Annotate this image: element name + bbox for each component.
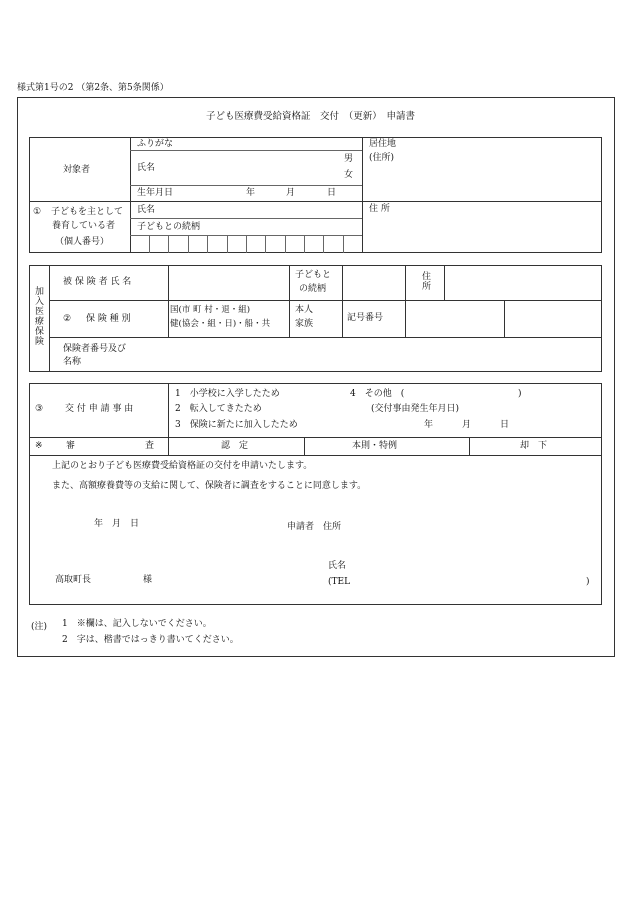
reason-item-3: 3 保険に新たに加入したため	[175, 420, 298, 430]
residence-paren-label: (住所)	[369, 153, 395, 163]
relation-label-1: 子どもと	[295, 270, 332, 280]
residence-label: 居住地	[369, 139, 397, 149]
female-label: 女	[344, 170, 354, 180]
reason-other: 4 その他 (	[350, 389, 405, 399]
insurance-type-num: ②	[63, 314, 72, 324]
applicant-tel-close: )	[586, 577, 590, 587]
insurance-type-opts-2: 健(協会・組・日)・船・共	[170, 319, 271, 329]
review-exam: 審	[66, 441, 76, 451]
male-label: 男	[344, 154, 354, 164]
applicant-tel-label: (TEL	[328, 577, 351, 587]
relation-label-2: の続柄	[299, 284, 327, 294]
subject-name-label: 氏名	[137, 163, 156, 173]
reason-date-year: 年	[424, 420, 434, 430]
declaration-line-1: 上記のとおり子ども医療費受給資格証の交付を申請いたします。	[52, 461, 313, 471]
addressee-label: 高取町長	[55, 575, 92, 585]
guardian-relation-label: 子どもとの続柄	[137, 222, 201, 232]
guardian-label-2: 養育している者	[52, 221, 116, 231]
birth-month-label: 月	[286, 188, 296, 198]
reason-date-day: 日	[500, 420, 510, 430]
review-reject: 却 下	[520, 441, 548, 451]
declaration-line-2: また、高額療養費等の支給に関して、保険者に調査をすることに同意します。	[52, 481, 367, 491]
note-1: 1 ※欄は、記入しないでください。	[62, 619, 212, 629]
reason-date-label: (交付事由発生年月日)	[371, 404, 460, 414]
note-2: 2 字は、楷書ではっきり書いてください。	[62, 635, 239, 645]
subject-label: 対象者	[63, 165, 91, 175]
reason-date-month: 月	[462, 420, 472, 430]
reason-item-2: 2 転入してきたため	[175, 404, 262, 414]
insurance-type-label: 保 険 種 別	[86, 314, 131, 324]
symbol-number-label: 記号番号	[347, 313, 384, 323]
insurer-label-2: 名称	[63, 357, 82, 367]
review-rule: 本則・特例	[352, 441, 398, 451]
review-exam-2: 査	[145, 441, 155, 451]
guardian-label-3: （個人番号）	[55, 237, 110, 247]
review-mark: ※	[35, 441, 43, 451]
guardian-address-label: 住 所	[369, 204, 390, 214]
applicant-address-label: 申請者 住所	[287, 522, 342, 532]
reason-label: 交 付 申 請 事 由	[65, 404, 134, 414]
birth-day-label: 日	[327, 188, 337, 198]
insurer-label-1: 保険者番号及び	[63, 344, 127, 354]
review-approval: 認 定	[221, 441, 249, 451]
declaration-date: 年 月 日	[94, 519, 140, 529]
notes-label: (注)	[31, 622, 48, 632]
reason-num: ③	[35, 404, 44, 414]
insured-self-label: 本人	[295, 305, 314, 315]
guardian-num: ①	[33, 207, 42, 217]
application-section	[29, 383, 602, 605]
guardian-name-label: 氏名	[137, 205, 156, 215]
insurance-type-opts-1: 国(市 町 村・退・組)	[170, 305, 251, 315]
guardian-label-1: 子どもを主として	[51, 207, 124, 217]
form-number: 様式第1号の2 （第2条、第5条関係）	[17, 83, 169, 93]
form-title: 子ども医療費受給資格証 交付 （更新） 申請書	[206, 111, 416, 122]
birthdate-label: 生年月日	[137, 188, 174, 198]
honorific-label: 様	[143, 575, 153, 585]
insurance-address-label: 住所	[420, 271, 430, 291]
birth-year-label: 年	[246, 188, 256, 198]
applicant-name-label: 氏名	[328, 561, 347, 571]
insured-family-label: 家族	[295, 319, 314, 329]
reason-other-close: )	[518, 389, 522, 399]
reason-item-1: 1 小学校に入学したため	[175, 389, 280, 399]
insured-name-label: 被 保 険 者 氏 名	[63, 277, 132, 287]
furigana-label: ふりがな	[137, 139, 174, 149]
insurance-side-label: 加入医療保険	[33, 286, 43, 346]
